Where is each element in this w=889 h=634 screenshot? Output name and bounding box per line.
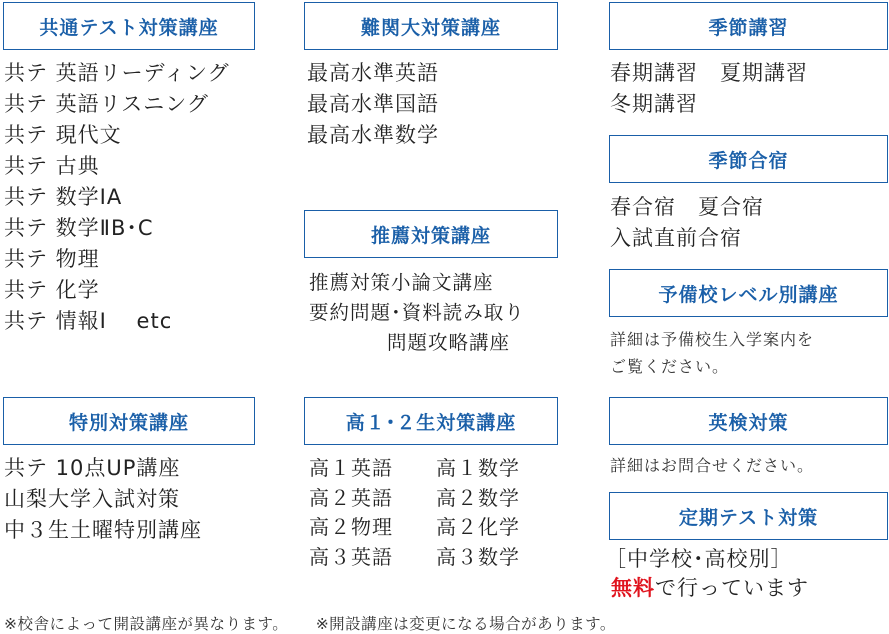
header-prep-school-level: 予備校レベル別講座 [609, 269, 888, 317]
note-line: 詳細は予備校生入学案内を [610, 330, 815, 349]
course-item: 最高水準数学 [307, 123, 439, 147]
course-item: 共テ 物理 [4, 247, 100, 271]
course-item: 共テ 数学ⅡB･C [4, 216, 154, 240]
header-recommendation: 推薦対策講座 [304, 210, 558, 258]
course-item: 共テ 現代文 [4, 123, 122, 147]
course-item: 共テ 化学 [4, 278, 100, 302]
course-item: 中３生土曜特別講座 [4, 518, 202, 542]
course-item: 高３数学 [436, 544, 520, 569]
course-item: 春合宿 夏合宿 [610, 195, 764, 219]
course-item: 問題攻略講座 [387, 331, 511, 354]
header-seasonal-camp: 季節合宿 [609, 135, 888, 183]
course-item: 共テ 古典 [4, 154, 100, 178]
course-item: 共テ 情報Ⅰ etc [4, 309, 173, 333]
header-special: 特別対策講座 [3, 397, 255, 445]
course-item: 共テ 英語リスニング [4, 92, 209, 116]
prep-school-note [610, 326, 814, 380]
header-common-test: 共通テスト対策講座 [3, 2, 255, 50]
course-item: 最高水準英語 [307, 61, 439, 85]
top-university-course-list [307, 58, 439, 151]
course-item: 入試直前合宿 [610, 226, 742, 250]
course-item: 高３英語 [309, 544, 393, 569]
header-seasonal-course: 季節講習 [609, 2, 888, 50]
course-item: 推薦対策小論文講座 [309, 271, 494, 294]
course-item: 最高水準国語 [307, 92, 439, 116]
periodic-test-note [605, 545, 809, 603]
course-item: 冬期講習 [610, 92, 698, 116]
course-item: 山梨大学入試対策 [4, 487, 180, 511]
course-item: 要約問題･資料読み取り [309, 301, 525, 324]
course-item: 共テ 10点UP講座 [4, 456, 181, 480]
grade-course-grid [309, 454, 546, 572]
course-item: 共テ 数学ⅠA [4, 185, 123, 209]
header-eiken: 英検対策 [609, 397, 888, 445]
header-grade12: 高１･２生対策講座 [304, 397, 558, 445]
header-periodic-test: 定期テスト対策 [609, 492, 888, 540]
free-note [605, 574, 809, 603]
free-note-text: で行っています [655, 576, 809, 600]
footer-note: ※開設講座は変更になる場合があります。 [315, 615, 616, 633]
header-top-university: 難関大対策講座 [304, 2, 558, 50]
common-test-course-list [4, 58, 230, 337]
footer-note: ※校舎によって開設講座が異なります。 [4, 615, 289, 633]
course-item: 高１英語 [309, 456, 393, 480]
special-course-list [4, 453, 202, 546]
course-item: 春期講習 夏期講習 [610, 61, 808, 85]
course-item: 共テ 英語リーディング [4, 61, 230, 85]
footer-notes [4, 612, 616, 634]
note-line: ご覧ください。 [610, 357, 730, 376]
recommendation-course-list [309, 268, 525, 358]
seasonal-camp-list [610, 192, 764, 254]
seasonal-course-list [610, 58, 808, 120]
course-item: 高１数学 [436, 456, 520, 480]
school-type-note: ［中学校･高校別］ [605, 547, 793, 571]
free-label: 無料 [611, 576, 655, 600]
course-item: 高２数学 [436, 485, 520, 510]
course-item: 高２英語 [309, 485, 393, 510]
eiken-note: 詳細はお問合せください。 [610, 456, 815, 475]
course-item: 高２化学 [436, 515, 520, 539]
course-item: 高２物理 [309, 515, 393, 539]
